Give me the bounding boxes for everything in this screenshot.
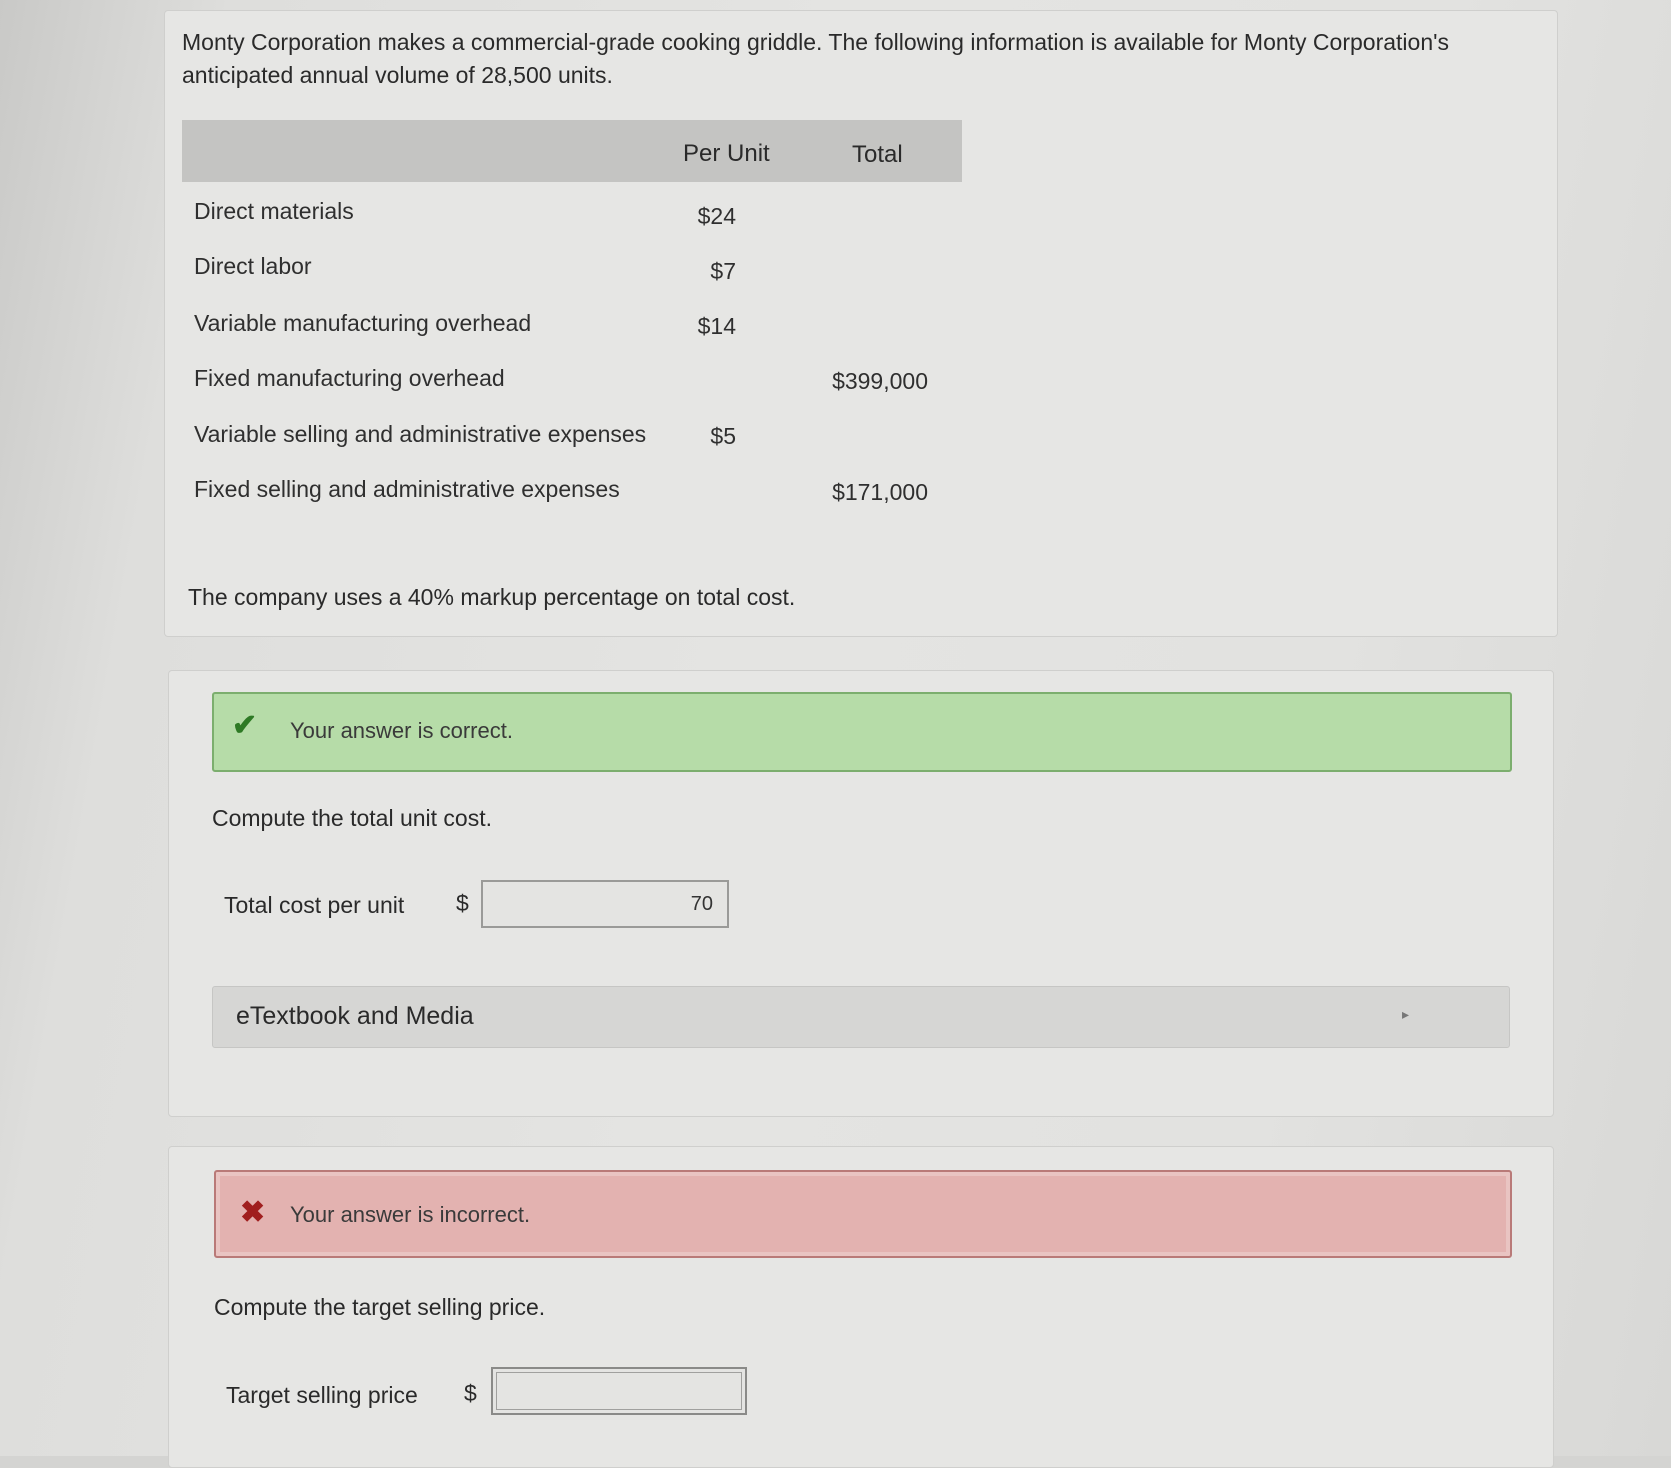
target-price-label: Target selling price	[226, 1382, 418, 1408]
table-row-label: Fixed manufacturing overhead	[194, 365, 505, 391]
etextbook-media-label[interactable]: eTextbook and Media	[236, 1002, 474, 1030]
target-price-input[interactable]	[491, 1367, 747, 1415]
part2-prompt: Compute the target selling price.	[214, 1294, 546, 1320]
part1-prompt: Compute the total unit cost.	[212, 805, 492, 831]
correct-feedback-text: Your answer is correct.	[290, 718, 513, 743]
total-cost-label: Total cost per unit	[224, 892, 405, 918]
total-cost-input[interactable]	[481, 880, 729, 928]
table-cell-total: $171,000	[832, 479, 928, 505]
incorrect-feedback-text: Your answer is incorrect.	[290, 1202, 531, 1227]
table-row-label: Variable selling and administrative expenses	[194, 421, 647, 447]
table-cell-per-unit: $24	[697, 203, 736, 229]
table-cell-per-unit: $7	[710, 258, 736, 284]
table-row-label: Direct materials	[194, 198, 354, 224]
column-header-per-unit: Per Unit	[683, 140, 770, 167]
markup-statement: The company uses a 40% markup percentage on total cost.	[188, 584, 796, 610]
question-intro: Monty Corporation makes a commercial-grade cooking griddle. The following information is available for Monty Corporation's anticipated annual volume of 28,500 units.	[182, 29, 1449, 88]
table-row-label: Fixed selling and administrative expenses	[194, 476, 620, 502]
table-row-label: Variable manufacturing overhead	[194, 310, 532, 336]
column-header-total: Total	[852, 141, 903, 168]
chevron-icon[interactable]: ▸	[1402, 1006, 1410, 1022]
currency-symbol: $	[456, 890, 469, 916]
table-row-label: Direct labor	[194, 253, 312, 279]
check-icon: ✔	[232, 709, 258, 742]
table-cell-per-unit: $5	[710, 423, 736, 449]
cost-table-header	[182, 120, 962, 182]
table-cell-total: $399,000	[832, 368, 928, 394]
x-icon: ✖	[240, 1196, 266, 1229]
table-cell-per-unit: $14	[697, 313, 736, 339]
currency-symbol: $	[464, 1380, 477, 1406]
